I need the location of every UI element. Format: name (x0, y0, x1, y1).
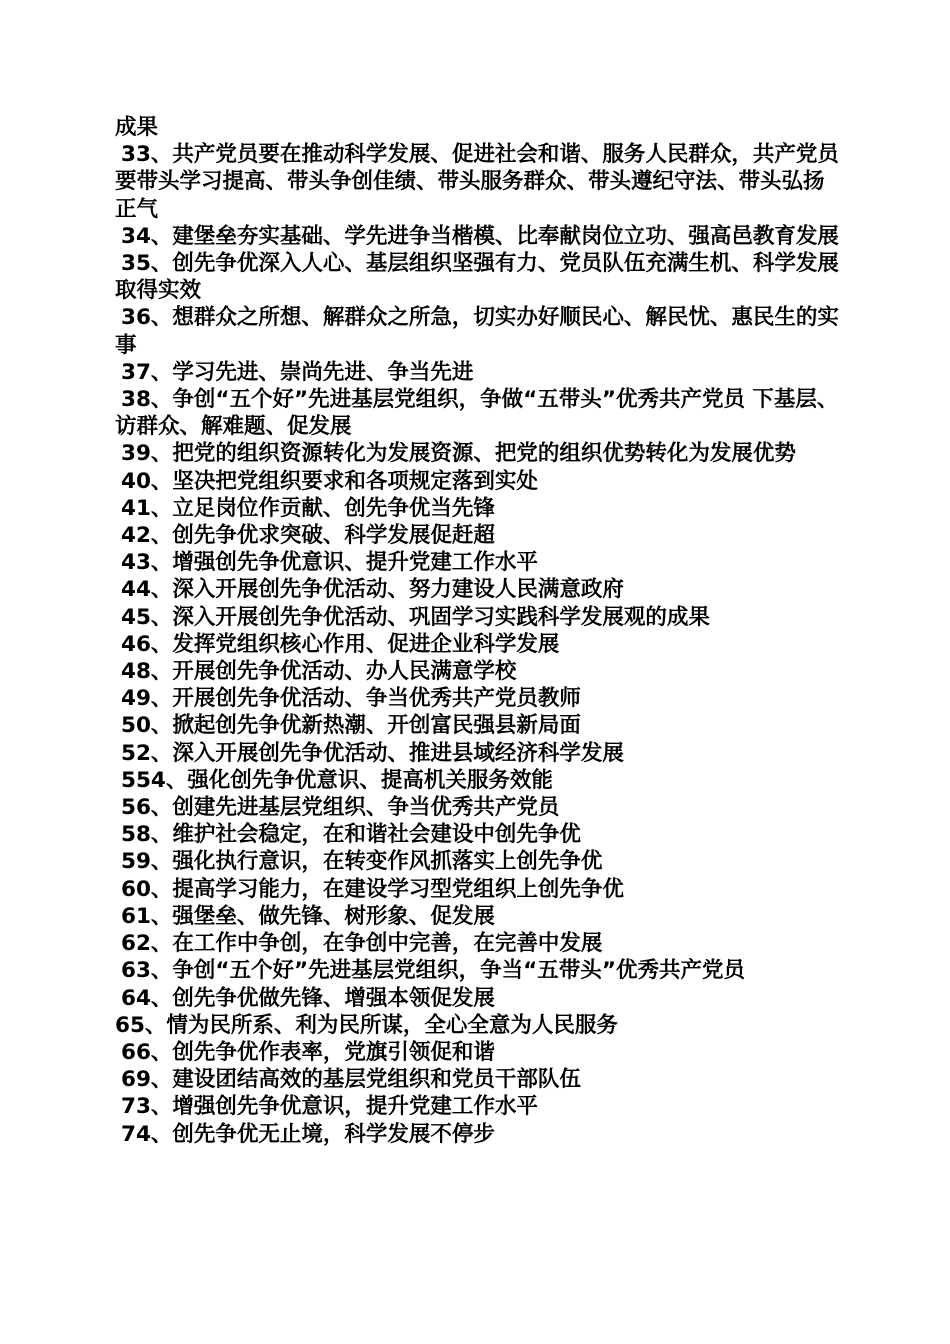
slogan-66: 66、创先争优作表率，党旗引领促和谐 (121, 1039, 495, 1065)
slogan-64: 64、创先争优做先锋、增强本领促发展 (121, 985, 495, 1011)
slogan-61: 61、强堡垒、做先锋、树形象、促发展 (121, 903, 495, 929)
slogan-69: 69、建设团结高效的基层党组织和党员干部队伍 (121, 1067, 581, 1093)
slogan-60: 60、提高学习能力，在建设学习型党组织上创先争优 (121, 876, 624, 902)
slogan-58: 58、维护社会稳定，在和谐社会建设中创先争优 (121, 822, 581, 848)
slogan-52: 52、深入开展创先争优活动、推进县域经济科学发展 (121, 740, 624, 766)
slogan-59: 59、强化执行意识，在转变作风抓落实上创先争优 (121, 849, 603, 875)
slogan-43: 43、增强创先争优意识、提升党建工作水平 (121, 550, 538, 576)
slogan-56: 56、创建先进基层党组织、争当优秀共产党员 (121, 795, 560, 821)
text-line-continuation: 成果 (115, 115, 159, 140)
document-page (115, 114, 840, 1148)
slogan-38: 38、争创“五个好”先进基层党组织，争做“五带头”优秀共产党员 下基层、访群众、解难题、促发展 (115, 387, 839, 440)
slogan-45: 45、深入开展创先争优活动、巩固学习实践科学发展观的成果 (121, 604, 710, 630)
slogan-37: 37、学习先进、崇尚先进、争当先进 (121, 359, 474, 385)
slogan-46: 46、发挥党组织核心作用、促进企业科学发展 (121, 631, 560, 657)
slogan-34: 34、建堡垒夯实基础、学先进争当楷模、比奉献岗位立功、强高邑教育发展 (121, 223, 839, 249)
slogan-33: 33、共产党员要在推动科学发展、促进社会和谐、服务人民群众，共产党员要带头学习提高、带头争创佳绩、带头服务群众、带头遵纪守法、带头弘扬正气 (115, 142, 839, 222)
slogan-74: 74、创先争优无止境，科学发展不停步 (121, 1121, 495, 1147)
slogan-41: 41、立足岗位作贡献、创先争优当先锋 (121, 495, 495, 521)
slogan-73: 73、增强创先争优意识，提升党建工作水平 (121, 1094, 538, 1120)
slogan-42: 42、创先争优求突破、科学发展促赶超 (121, 523, 495, 549)
slogan-39: 39、把党的组织资源转化为发展资源、把党的组织优势转化为发展优势 (121, 441, 796, 467)
slogan-554: 554、强化创先争优意识、提高机关服务效能 (121, 767, 553, 793)
slogan-49: 49、开展创先争优活动、争当优秀共产党员教师 (121, 686, 581, 712)
slogan-48: 48、开展创先争优活动、办人民满意学校 (121, 659, 517, 685)
slogan-40: 40、坚决把党组织要求和各项规定落到实处 (121, 468, 538, 494)
slogan-62: 62、在工作中争创，在争创中完善，在完善中发展 (121, 931, 603, 957)
slogan-36: 36、想群众之所想、解群众之所急，切实办好顺民心、解民忧、惠民生的实事 (115, 305, 839, 358)
slogan-63: 63、争创“五个好”先进基层党组织，争当“五带头”优秀共产党员 (121, 958, 745, 984)
slogan-65: 65、情为民所系、利为民所谋，全心全意为人民服务 (115, 1012, 618, 1038)
slogan-35: 35、创先争优深入人心、基层组织坚强有力、党员队伍充满生机、科学发展取得实效 (115, 251, 839, 304)
slogan-44: 44、深入开展创先争优活动、努力建设人民满意政府 (121, 577, 624, 603)
slogan-50: 50、掀起创先争优新热潮、开创富民强县新局面 (121, 713, 581, 739)
